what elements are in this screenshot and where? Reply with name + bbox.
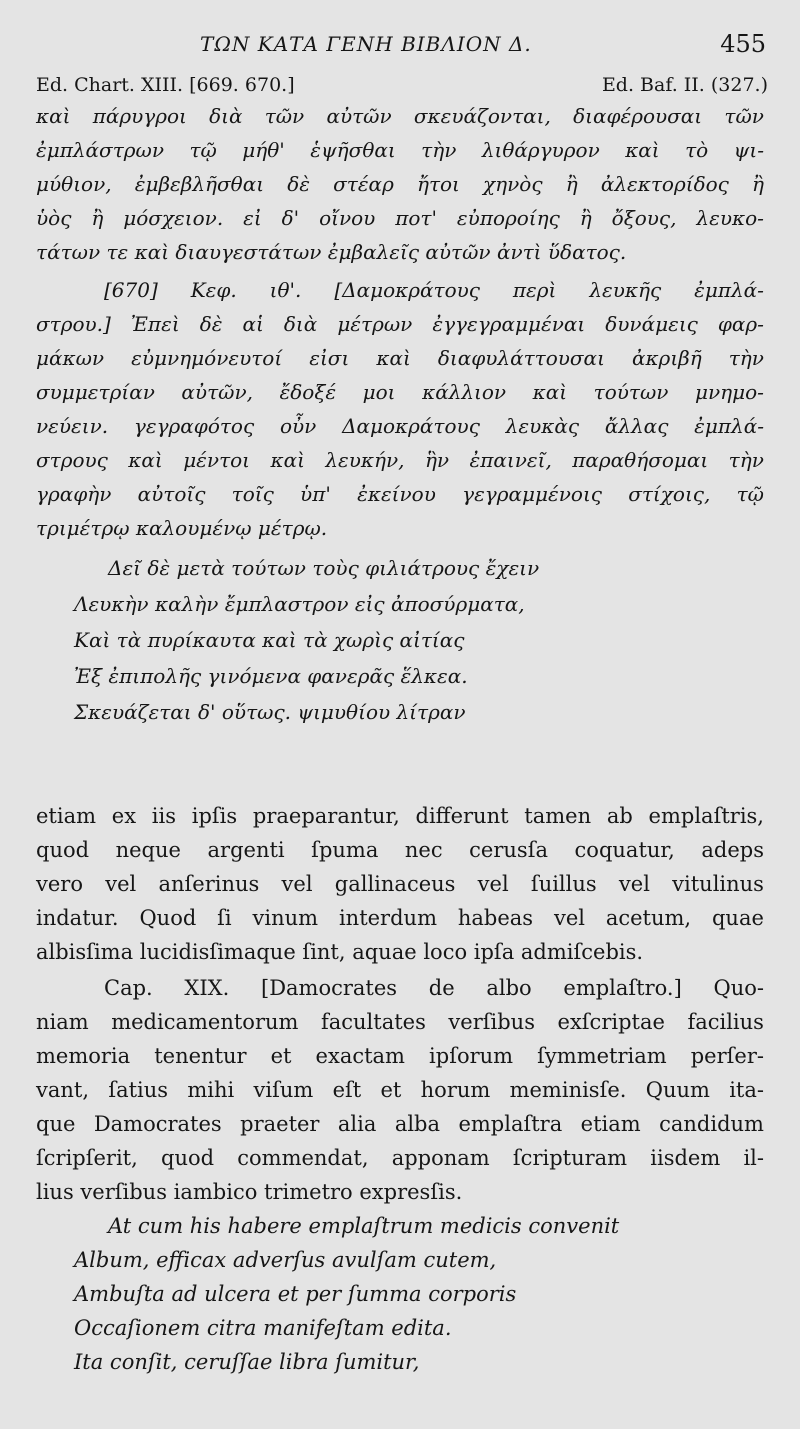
latin-verse-line: At cum his habere emplaſtrum medicis convenit	[108, 1214, 620, 1238]
greek-verse-line: Λευκὴν καλὴν ἔμπλαστρον εἰς ἀποσύρματα,	[74, 592, 525, 616]
running-head	[0, 28, 800, 60]
latin-prose-line: albisſima lucidisſimaque ſint, aquae loco ipſa admiſcebis.	[36, 940, 644, 964]
running-title: ΤΩΝ ΚΑΤΑ ΓΕΝΗ ΒΙΒΛΙΟΝ Δ.	[200, 32, 532, 56]
latin-verse-line: Ambuſta ad ulcera et per ſumma corporis	[74, 1282, 517, 1306]
greek-prose-line: τριμέτρῳ καλουμένῳ μέτρῳ.	[36, 516, 328, 540]
greek-chapter-heading-line: [670] Κεφ. ιθ'. [Δαμοκράτους περὶ λευκῆς ἐμπλά-	[104, 278, 764, 302]
latin-prose-line: etiam ex iis ipſis praeparantur, differunt tamen ab emplaſtris,	[36, 804, 764, 828]
page-number: 455	[720, 30, 766, 58]
greek-prose-line: μάκων εὐμνημόνευτοί εἰσι καὶ διαφυλάττουσαι ἀκριβῆ τὴν	[36, 346, 764, 370]
edition-reference-line	[36, 74, 768, 104]
latin-prose-line: ſcripſerit, quod commendat, apponam ſcripturam iisdem il-	[36, 1146, 764, 1170]
latin-chapter-heading-line: Cap. XIX. [Damocrates de albo emplaſtro.] Quo-	[104, 976, 764, 1000]
greek-prose-line: στρου.] Ἐπεὶ δὲ αἱ διὰ μέτρων ἐγγεγραμμέναι δυνάμεις φαρ-	[36, 312, 764, 336]
latin-verse-line: Album, efficax adverſus avulſam cutem,	[74, 1248, 497, 1272]
latin-prose-line: lius verſibus iambico trimetro expresſis.	[36, 1180, 463, 1204]
greek-prose-line: συμμετρίαν αὐτῶν, ἔδοξέ μοι κάλλιον καὶ τούτων μνημο-	[36, 380, 764, 404]
greek-prose-line: καὶ πάρυγροι διὰ τῶν αὐτῶν σκευάζονται, διαφέρουσαι τῶν	[36, 104, 764, 128]
latin-verse-line: Ita conſit, ceruſſae libra ſumitur,	[74, 1350, 420, 1374]
greek-prose-line: ὑὸς ἢ μόσχειον. εἰ δ' οἴνου ποτ' εὐποροίης ἢ ὄξους, λευκο-	[36, 206, 764, 230]
greek-verse-line: Ἐξ ἐπιπολῆς γινόμενα φανερᾶς ἕλκεα.	[74, 664, 468, 688]
greek-prose-line: ἐμπλάστρων τῷ μήθ' ἑψῆσθαι τὴν λιθάργυρον καὶ τὸ ψι-	[36, 138, 764, 162]
greek-text	[36, 104, 764, 724]
latin-prose-line: vant, ſatius mihi viſum eſt et horum meminisſe. Quum ita-	[36, 1078, 764, 1102]
latin-prose-line: indatur. Quod ſi vinum interdum habeas vel acetum, quae	[36, 906, 764, 930]
edition-chartier-reference: Ed. Chart. XIII. [669. 670.]	[36, 74, 295, 96]
latin-text	[36, 804, 764, 1404]
greek-verse-line: Σκευάζεται δ' οὕτως. ψιμυθίου λίτραν	[74, 700, 466, 724]
latin-prose-line: memoria tenentur et exactam ipſorum ſymmetriam perſer-	[36, 1044, 764, 1068]
greek-verse-line: Καὶ τὰ πυρίκαυτα καὶ τὰ χωρὶς αἰτίας	[74, 628, 465, 652]
latin-prose-line: que Damocrates praeter alia alba emplaſtra etiam candidum	[36, 1112, 764, 1136]
latin-prose-line: vero vel anſerinus vel gallinaceus vel ſuillus vel vitulinus	[36, 872, 764, 896]
greek-verse-line: Δεῖ δὲ μετὰ τούτων τοὺς φιλιάτρους ἔχειν	[108, 556, 540, 580]
latin-prose-line: niam medicamentorum facultates verſibus exſcriptae facilius	[36, 1010, 764, 1034]
latin-verse-line: Occaſionem citra manifeſtam edita.	[74, 1316, 452, 1340]
greek-prose-line: στρους καὶ μέντοι καὶ λευκήν, ἣν ἐπαινεῖ, παραθήσομαι τὴν	[36, 448, 764, 472]
latin-prose-line: quod neque argenti ſpuma nec cerusſa coquatur, adeps	[36, 838, 764, 862]
greek-prose-line: γραφὴν αὐτοῖς τοῖς ὑπ' ἐκείνου γεγραμμένοις στίχοις, τῷ	[36, 482, 764, 506]
greek-prose-line: μύθιον, ἐμβεβλῆσθαι δὲ στέαρ ἤτοι χηνὸς ἢ ἀλεκτορίδος ἢ	[36, 172, 764, 196]
greek-prose-line: νεύειν. γεγραφότος οὖν Δαμοκράτους λευκὰς ἄλλας ἐμπλά-	[36, 414, 764, 438]
greek-prose-line: τάτων τε καὶ διαυγεστάτων ἐμβαλεῖς αὐτῶν ἀντὶ ὕδατος.	[36, 240, 627, 264]
edition-basel-reference: Ed. Baf. II. (327.)	[601, 74, 768, 96]
